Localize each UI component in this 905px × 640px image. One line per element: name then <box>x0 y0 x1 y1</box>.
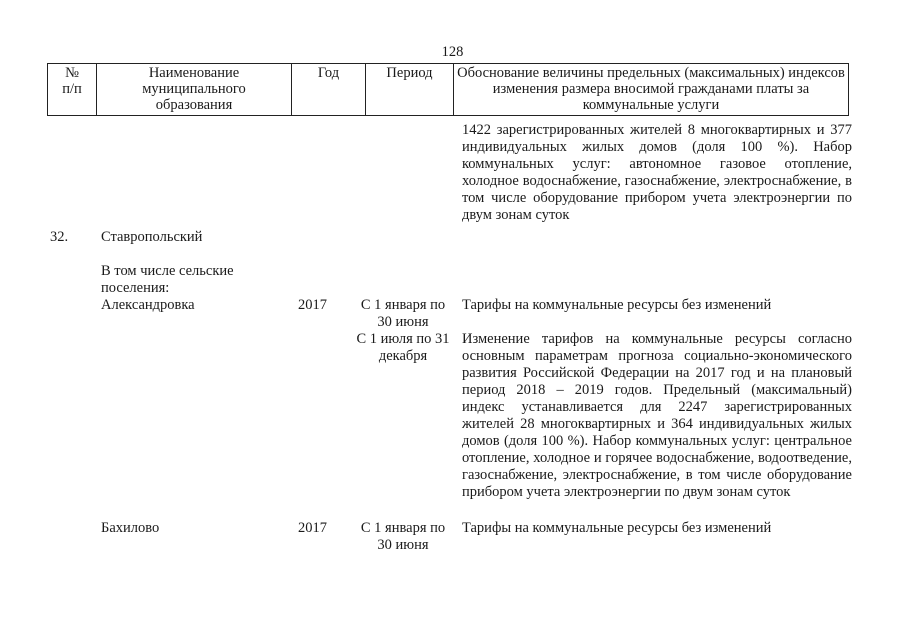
page-number: 128 <box>441 44 464 60</box>
municipality-name: Ставропольский <box>101 229 203 245</box>
header-period: Период <box>366 64 454 116</box>
period-alexandrovka-2: С 1 июля по 31 декабря <box>356 331 450 364</box>
desc-alexandrovka-1: Тарифы на коммунальные ресурсы без изменений <box>462 297 772 313</box>
header-number: № п/п <box>48 64 97 116</box>
period-alexandrovka-1: С 1 января по 30 июня <box>360 297 446 330</box>
row-number: 32. <box>50 229 69 245</box>
year-bakhilovo: 2017 <box>298 520 327 536</box>
header-year: Год <box>292 64 366 116</box>
desc-bakhilovo-1: Тарифы на коммунальные ресурсы без изменений <box>462 520 772 536</box>
settlement-name-bakhilovo: Бахилово <box>101 520 160 536</box>
header-municipality: Наименование муниципального образования <box>97 64 292 116</box>
year-alexandrovka: 2017 <box>298 297 327 313</box>
subheading: В том числе сельские поселения: <box>101 263 234 296</box>
table-header <box>47 63 849 116</box>
desc-alexandrovka-2: Изменение тарифов на коммунальные ресурсы согласно основным параметрам прогноза социально-экономического развития Российской Федерации на 2017 год и на плановый период 2018 – 2019 годов. Предельный (максимальный) индекс устанавливается для 2247 зарегистрированных жителей 28 многоквартирных и 364 индивидуальных жилых домов (доля 100 %). Набор коммунальных услуг: центральное отопление, холодное и горячее водоснабжение, водоотведение, газоснабжение, электроснабжение, в том числе оборудование прибором учета электроэнергии по двум зонам суток <box>462 331 852 500</box>
continuation-text: 1422 зарегистрированных жителей 8 многоквартирных и 377 индивидуальных жилых домов (доля 100 %). Набор коммунальных услуг: автономное газовое отопление, холодное водоснабжение, газоснабжение, электроснабжение, в том числе оборудование прибором учета электроэнергии по двум зонам суток <box>462 122 852 223</box>
settlement-name-alexandrovka: Александровка <box>101 297 195 313</box>
header-justification: Обоснование величины предельных (максимальных) индексов изменения размера вносимой гражданами платы за коммунальные услуги <box>454 64 849 116</box>
period-bakhilovo-1: С 1 января по 30 июня <box>360 520 446 553</box>
